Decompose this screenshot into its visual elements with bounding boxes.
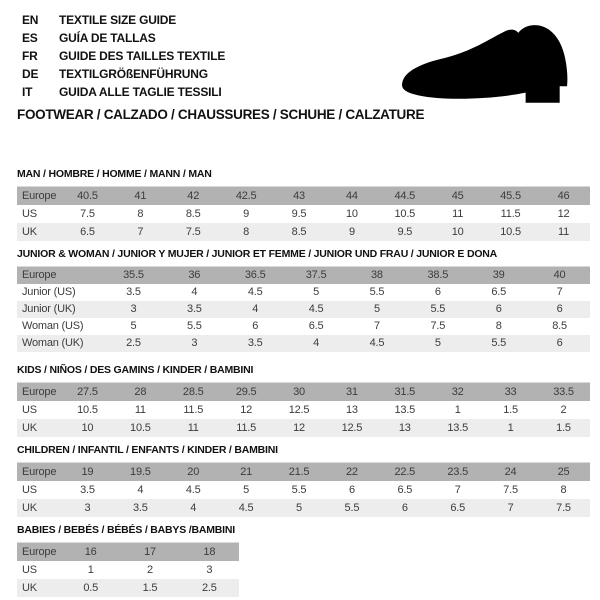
- size-cell: 1.5: [142, 581, 158, 594]
- size-cell: 6.5: [491, 286, 507, 298]
- size-cell: 11: [134, 403, 146, 416]
- table-row: [17, 223, 590, 241]
- table-row: [17, 579, 239, 597]
- size-cell: 8.5: [552, 320, 567, 332]
- size-cell: 13.5: [394, 403, 416, 416]
- size-cell: 12.5: [288, 403, 310, 416]
- size-cell: 23.5: [447, 465, 468, 478]
- size-cell: 6.5: [308, 320, 324, 332]
- table-row: [17, 561, 239, 579]
- size-cell: 5.5: [344, 501, 360, 514]
- size-table-babies: [17, 542, 239, 597]
- size-cell: 11.5: [183, 403, 204, 416]
- row-label: UK: [22, 421, 37, 434]
- language-code: DE: [22, 67, 39, 81]
- size-cell: 20: [187, 465, 200, 478]
- language-label: GUIDE DES TAILLES TEXTILE: [59, 49, 226, 63]
- language-row-en: [22, 11, 225, 29]
- size-cell: 10.5: [130, 421, 151, 434]
- size-cell: 2: [560, 403, 567, 416]
- row-label: Junior (UK): [22, 303, 76, 315]
- size-cell: 32: [451, 385, 464, 398]
- size-cell: 4: [137, 483, 144, 496]
- size-cell: 33.5: [553, 385, 574, 398]
- size-cell: 6: [348, 483, 355, 496]
- size-cell: 6.5: [397, 483, 413, 496]
- size-cell: 7.5: [503, 483, 518, 496]
- table-row: [17, 499, 590, 517]
- language-label: GUÍA DE TALLAS: [59, 31, 156, 45]
- section-title-junior-woman: JUNIOR & WOMAN / JUNIOR Y MUJER / JUNIOR ET FEMME / JUNIOR UND FRAU / JUNIOR E DONA: [17, 248, 498, 260]
- row-label: US: [22, 563, 37, 576]
- language-row-it: [22, 83, 225, 101]
- size-cell: 11.5: [500, 207, 521, 220]
- table-row: [17, 401, 590, 419]
- size-cell: 3.5: [186, 303, 202, 315]
- size-cell: 16: [84, 545, 97, 558]
- size-cell: 39: [492, 269, 505, 282]
- size-cell: 28.5: [182, 385, 204, 398]
- row-label: Europe: [22, 189, 57, 202]
- row-label: Europe: [22, 545, 57, 558]
- table-row: [17, 419, 590, 437]
- size-cell: 33: [504, 385, 517, 398]
- size-cell: 3.5: [247, 337, 263, 349]
- size-cell: 5: [296, 501, 302, 514]
- section-title-babies: BABIES / BEBÉS / BÉBÉS / BABYS /BAMBINI: [17, 524, 235, 536]
- table-row: [17, 187, 590, 205]
- size-cell: 7.5: [185, 225, 201, 238]
- section-junior-woman: [17, 248, 590, 352]
- language-label: TEXTILGRÖßENFÜHRUNG: [59, 67, 208, 81]
- size-cell: 27.5: [77, 385, 98, 398]
- language-title-list: [22, 11, 225, 101]
- size-cell: 11.5: [236, 421, 257, 434]
- size-cell: 3: [206, 563, 213, 576]
- size-cell: 5.5: [430, 303, 446, 315]
- size-cell: 3.5: [80, 483, 95, 496]
- table-row: [17, 335, 590, 352]
- size-cell: 12: [293, 421, 305, 434]
- section-title-man: MAN / HOMBRE / HOMME / MANN / MAN: [17, 168, 212, 180]
- language-code: EN: [22, 13, 39, 27]
- size-cell: 36: [188, 269, 201, 282]
- table-row: [17, 481, 590, 499]
- section-title-kids: KIDS / NIÑOS / DES GAMINS / KINDER / BAMBINI: [17, 364, 254, 376]
- size-cell: 42: [187, 189, 200, 202]
- size-cell: 6: [434, 286, 441, 298]
- size-cell: 9.5: [291, 207, 307, 220]
- section-children: [17, 444, 590, 517]
- size-cell: 5: [434, 337, 441, 349]
- size-cell: 7.5: [80, 207, 95, 220]
- size-table-junior-woman: [17, 266, 590, 352]
- size-cell: 6: [401, 501, 408, 514]
- size-cell: 43: [293, 189, 305, 202]
- size-cell: 12.5: [341, 421, 363, 434]
- section-babies: [17, 524, 590, 597]
- size-cell: 13: [398, 421, 411, 434]
- size-cell: 45: [451, 189, 464, 202]
- size-cell: 10: [345, 207, 358, 220]
- table-row: [17, 383, 590, 401]
- language-code: FR: [22, 49, 38, 63]
- size-cell: 7: [137, 225, 144, 238]
- size-cell: 40: [553, 269, 566, 282]
- row-label: Junior (US): [22, 286, 76, 298]
- size-cell: 4: [252, 303, 259, 315]
- size-cell: 42.5: [235, 189, 257, 202]
- size-cell: 10.5: [77, 403, 98, 416]
- size-cell: 19.5: [130, 465, 151, 478]
- size-cell: 7.5: [430, 320, 446, 332]
- size-cell: 6: [556, 337, 563, 349]
- language-row-fr: [22, 47, 225, 65]
- size-cell: 4.5: [247, 286, 263, 298]
- size-cell: 6: [252, 320, 259, 332]
- size-cell: 10.5: [500, 225, 521, 238]
- row-label: UK: [22, 581, 37, 594]
- size-cell: 3: [191, 337, 198, 349]
- row-label: Woman (US): [22, 320, 84, 332]
- size-cell: 3: [130, 303, 137, 315]
- language-code: IT: [22, 85, 33, 99]
- size-cell: 30: [293, 385, 305, 398]
- dress-shoe-icon: [392, 20, 582, 112]
- size-cell: 5: [130, 320, 137, 332]
- size-cell: 4: [313, 337, 320, 349]
- section-kids: [17, 364, 590, 437]
- size-cell: 12: [240, 403, 253, 416]
- size-cell: 9: [243, 207, 250, 220]
- size-cell: 2.5: [201, 581, 217, 594]
- size-cell: 44.5: [394, 189, 416, 202]
- size-cell: 4: [190, 501, 197, 514]
- size-cell: 4.5: [369, 337, 385, 349]
- size-cell: 4.5: [308, 303, 324, 315]
- size-cell: 5.5: [491, 337, 507, 349]
- size-cell: 2.5: [126, 337, 141, 349]
- size-cell: 10: [81, 421, 94, 434]
- size-cell: 11: [187, 421, 199, 434]
- size-cell: 4.5: [185, 483, 201, 496]
- row-label: US: [22, 403, 37, 416]
- size-table-children: [17, 462, 590, 517]
- size-cell: 9.5: [397, 225, 413, 238]
- size-cell: 35.5: [123, 269, 144, 282]
- size-cell: 29.5: [235, 385, 257, 398]
- size-cell: 19: [81, 465, 94, 478]
- size-cell: 4.5: [238, 501, 254, 514]
- size-cell: 36.5: [244, 269, 266, 282]
- size-cell: 9: [348, 225, 355, 238]
- size-cell: 5.5: [186, 320, 202, 332]
- language-label: TEXTILE SIZE GUIDE: [59, 13, 177, 27]
- size-cell: 5.5: [369, 286, 385, 298]
- category-title: FOOTWEAR / CALZADO / CHAUSSURES / SCHUHE / CALZATURE: [17, 107, 425, 122]
- language-code: ES: [22, 31, 38, 45]
- table-row: [17, 267, 590, 284]
- size-cell: 38.5: [427, 269, 449, 282]
- language-row-de: [22, 65, 225, 83]
- row-label: Europe: [22, 465, 57, 478]
- size-cell: 7: [507, 501, 514, 514]
- size-cell: 21.5: [288, 465, 310, 478]
- size-cell: 5: [243, 483, 250, 496]
- size-cell: 1.5: [556, 421, 571, 434]
- size-cell: 3.5: [132, 501, 148, 514]
- size-cell: 13: [345, 403, 358, 416]
- size-cell: 31.5: [394, 385, 416, 398]
- size-cell: 3.5: [126, 286, 141, 298]
- size-cell: 24: [504, 465, 517, 478]
- size-cell: 2: [147, 563, 153, 576]
- size-cell: 44: [345, 189, 358, 202]
- size-cell: 6: [556, 303, 563, 315]
- size-cell: 10.5: [394, 207, 416, 220]
- size-cell: 5: [373, 303, 380, 315]
- size-cell: 7: [373, 320, 380, 332]
- size-table-kids: [17, 382, 590, 437]
- size-cell: 1: [87, 563, 94, 576]
- size-cell: 41: [134, 189, 147, 202]
- size-cell: 6.5: [450, 501, 466, 514]
- size-cell: 6: [495, 303, 502, 315]
- table-row: [17, 205, 590, 223]
- size-cell: 5.5: [291, 483, 307, 496]
- size-cell: 10: [451, 225, 464, 238]
- table-row: [17, 463, 590, 481]
- size-cell: 18: [203, 545, 216, 558]
- size-cell: 0.5: [83, 581, 99, 594]
- size-cell: 28: [134, 385, 147, 398]
- size-cell: 8: [495, 320, 502, 332]
- size-cell: 6.5: [80, 225, 95, 238]
- language-row-es: [22, 29, 225, 47]
- size-cell: 12: [557, 207, 570, 220]
- row-label: US: [22, 483, 37, 496]
- row-label: Europe: [22, 269, 57, 282]
- size-cell: 22.5: [394, 465, 416, 478]
- table-row: [17, 318, 590, 335]
- size-cell: 38: [371, 269, 383, 282]
- size-cell: 8: [560, 483, 567, 496]
- row-label: UK: [22, 225, 37, 238]
- size-cell: 25: [557, 465, 570, 478]
- section-man: [17, 168, 590, 241]
- size-cell: 17: [144, 545, 156, 558]
- size-cell: 46: [557, 189, 570, 202]
- size-cell: 3: [84, 501, 91, 514]
- size-cell: 37.5: [305, 269, 327, 282]
- row-label: Europe: [22, 385, 57, 398]
- size-cell: 45.5: [500, 189, 521, 202]
- section-title-children: CHILDREN / INFANTIL / ENFANTS / KINDER / BAMBINI: [17, 444, 278, 456]
- row-label: US: [22, 207, 37, 220]
- size-cell: 7: [556, 286, 563, 298]
- language-label: GUIDA ALLE TAGLIE TESSILI: [59, 85, 222, 99]
- size-cell: 1: [507, 421, 514, 434]
- table-row: [17, 301, 590, 318]
- row-label: Woman (UK): [22, 337, 84, 349]
- size-cell: 1.5: [503, 403, 518, 416]
- size-cell: 8.5: [185, 207, 201, 220]
- table-row: [17, 284, 590, 301]
- table-row: [17, 543, 239, 561]
- size-cell: 5: [313, 286, 320, 298]
- size-cell: 4: [191, 286, 198, 298]
- size-cell: 40.5: [77, 189, 98, 202]
- size-cell: 8: [137, 207, 144, 220]
- size-cell: 8.5: [291, 225, 307, 238]
- size-cell: 1: [454, 403, 461, 416]
- size-cell: 7.5: [556, 501, 571, 514]
- size-cell: 31: [345, 385, 358, 398]
- size-cell: 11: [557, 225, 570, 238]
- size-cell: 8: [243, 225, 250, 238]
- size-cell: 11: [452, 207, 464, 220]
- size-table-man: [17, 186, 590, 241]
- size-cell: 13.5: [447, 421, 468, 434]
- size-cell: 21: [240, 465, 253, 478]
- row-label: UK: [22, 501, 37, 514]
- size-cell: 22: [345, 465, 358, 478]
- size-cell: 7: [454, 483, 461, 496]
